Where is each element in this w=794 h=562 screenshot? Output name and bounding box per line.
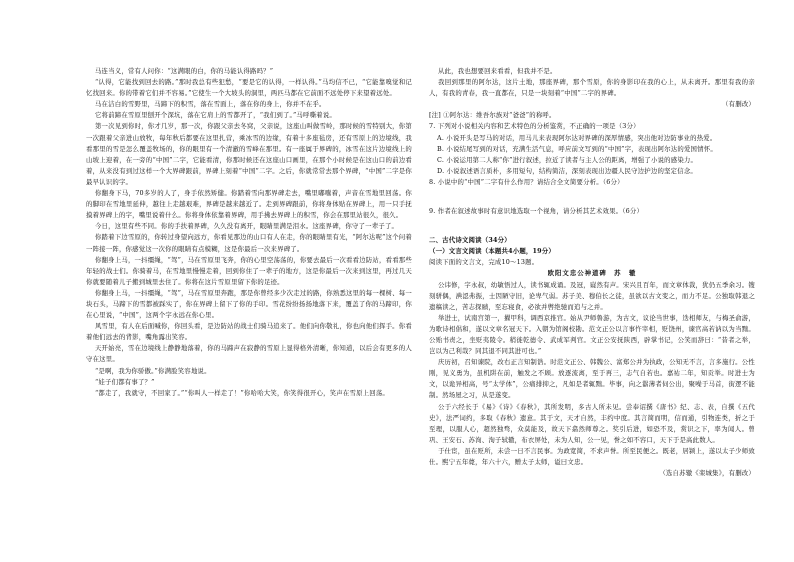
story-paragraph: 风雪里，有人在后面喊你，你回头看，是边防站的战士们骑马追来了。他们向你敬礼，你也向他们挥手。你看着他们远去的背影，嘴角露出笑容。 [86,322,412,342]
story-paragraph: 天开始亮，雪在边境线上静静地落着，你的马蹄声在寂静的雪原上显得格外清晰，你知道，以后会有更多的人守在这里。 [86,344,412,364]
essay-title: 欧阳文忠公神道碑 苏 辙 [547,269,637,278]
essay-paragraph: 公于六经长于《易》《诗》《春秋》，其所发明，多古人所未见。尝奉诏撰《唐书》纪、志、表，自撰《五代史》，法严词约，多取《春秋》遗意。其于文，天才自然，丰约中度。其言简而明，信而通，引物连类，折之于至理，以服人心，超然独骛，众莫能及，故天下翕然师尊之。奖引后进，如恐不及，赏识之下，率为闻人。曾巩、王安石、苏洵、洵子轼辙，布衣屏处，未为人知，公一见，誉之如不容口，天下于是高此数人。 [429,402,755,444]
source-note: （有删改） [722,100,755,109]
story-paragraph: 马在洁白的雪野里，马蹄下的积雪，落在雪面上，落在你的身上，你并不在乎。 [94,100,326,109]
question-7-option-b: B. 小说结尾写到的对话，充满生活气息，呼应前文写到的“中国”字，表现出阿尔达的爱国情怀。 [437,144,717,153]
subsection-heading: （一）文言文阅读（本题共4小题，19分） [429,247,555,256]
story-paragraph: 你踏着下边雪原的，你转过身望向远方，你看见那边的山口有人在走，你的眼睛里有光，“阿尔达呢”这个问着一阵接一阵，你感觉这一次你的眼睛有点模糊，这是你最后一次来界碑了。 [86,233,412,253]
story-paragraph: 从此，我也想要回来看看，但我并不是。 [437,67,557,75]
reading-instruction: 阅读下面的文言文，完成10～13题。 [429,258,539,267]
dialogue-line: “都走了，我就守，不回家了。”“你叫人一样走了！”你哈哈大笑，你笑得很开心，笑声在雪原上回荡。 [94,388,390,397]
essay-source: （选自苏辙《栾城集》，有删改） [659,469,755,478]
story-paragraph: 你翻身下马，70多岁的人了，身手依然矫健。你踏着雪向那界碑走去，嘴里嘟囔着，声音在雪地里回荡。你的脚印在雪地里延伸，越往上走越艰难，界碑是越来越近了。走到界碑跟前，你将身体贴在界碑上，用一只手抚摸着界碑上的字，嘴里说着什么。你将身体依靠着界碑，用手拂去界碑上的积雪，你会在那里站很久，很久。 [86,189,412,220]
story-paragraph: 我回到那里的阿尔达，这片土地，那座界碑，那个雪原，你的身影印在我的心上，从未离开。那里有我的亲人，有我的青春，我一直都在，只是一块刻着“中国”二字的界碑。 [429,78,755,98]
essay-paragraph: 公讳修，字永叔，幼敏悟过人，读书辄成诵。及冠，嶷然有声。宋兴且百年，而文章体裁，犹仍五季余习。锼刻骈偶，淟涊弗振，士因陋守旧，论卑气弱。苏子美、穆伯长之徒，虽欲以古文变之，而力不足。公独取韩退之遗稿读之，苦志探赜，至忘寝食，必欲并辔绝驰而追与之并。 [429,280,755,311]
essay-paragraph: 庆历初，召知谏院，改右正言知制诰。时范文正公、韩魏公、富郑公并为执政，公知无不言，言多施行。公性刚，见义勇为，虽机阱在前，触发之不顾。放逐流离，至于再三，志气自若也。嘉祐二年，知贡举。时进士为文，以诡异相高，号“太学体”，公痛排抑之，凡如是者辄黜。毕事，向之嚣薄者伺公出，聚噪于马首，街逻不能制。然场屋之习，从是遂变。 [429,358,755,400]
question-7: 7. 下列对小说相关内容和艺术特色的分析鉴赏，不正确的一项是（3分） [429,122,640,131]
story-paragraph: “认得，它能找到回去的路。”那时我总有些犯愁，“要是它的认得，一样认得。”马均信不已，“它能靠嗅觉和记忆找回来。你的带着它们并不容易。”它使生一个大坡头的洞里，两匹马都在它前面不远处停下来望着远处。 [86,78,412,98]
section-heading: 二、古代诗文阅读（34分） [429,236,511,245]
story-paragraph: 你翻身上马，一抖缰绳，“驾”，马在雪原里奔跑，那是你曾经多少次走过的路，你熟悉这里的每一棵树、每一块石头，马蹄下的雪都被踩实了，你在界碑上留下了你的手印。雪花纷纷扬扬地落下来，覆盖了你的马蹄印，你在心里说，“中国”，这两个字永远在你心里。 [86,288,412,320]
story-paragraph: 它将前蹄在雪原里刨开个深坑，落在它肩上的雪都开了，“我们到了。”马呼嘶着说。 [94,111,336,120]
question-8: 8. 小说中的“中国”二字有什么作用？请结合全文简要分析。（6分） [429,177,624,186]
story-paragraph: 今日，这里有些不同。你的手扶着界碑，久久没有离开，眼睛里满是泪水。这座界碑，你守了一辈子了。 [94,222,399,231]
essay-paragraph: 举进士，试南宫第一，擢甲科，调西京推官。始从尹师鲁游，为古文，议论当世事，迭相师友，与梅圣俞游，为歌诗相倡和，遂以文章名冠天下。入朝为馆阁校勘。范文正公以言事忤宰相，贬饶州，谏官高若讷以为当黜。公贻书责之，坐贬夷陵令。稍徙乾德令、武成军判官。文正公安抚陕西，辟掌书记，公笑而辞曰：“昔者之举，岂以为己利哉？同其退不同其进可也。” [429,313,755,356]
story-paragraph: 你翻身上马，一抖缰绳，“驾”，马在雪原里飞奔，你的心里空荡荡的，你要去最后一次看看边防站，看看那些年轻的战士们。你骑着马，在雪地里慢慢走着，回到你住了一辈子的地方，这是你最后一次来到这里，再过几天你就要随着儿子搬到城里去住了。你将在这片雪原里留下你的足迹。 [86,255,412,286]
story-paragraph: 第一次见到你时，你才几岁，那一次，你跟父亲去冬窝，父亲说，这座山叫做雪岭，那时候的雪特别大，你第一次跟着父亲进山放牧，每年秋后都要在这里扎营，乘冰雪的边缘，有着十多座毡房，还有雪原上的边境线，我看那里的雪是怎么覆盖牧场的，你的眼里有一个清澈的雪峰在那里。有一座属于界碑的，冰雪在这片边境线上的山坡上迎着，在一旁的“中国”二字，它能看清，你那时候还在这座山口画里，在那个小时候是在这山口的前边看着，从来没有到过这样一个大界碑跟前，界碑上刻着“中国”二字。之后，你就常常去那个界碑，“中国”二字是你最早认识的字。 [86,122,412,186]
question-7-option-d: D. 小说叙述语言质朴，多用短句，结构简洁，深刻表现出边疆人民守边护边的坚定信念。 [437,166,698,175]
essay-paragraph: 于仕宦，虽在贬所，未尝一日不言民事。为政宽简，不求声誉。所至民便之。既老，居颍上，遂以太子少师致仕。熙宁五年薨，年六十六，赠太子太师，谥曰文忠。 [429,446,755,466]
dialogue-line: “是啊，我为你骄傲。”你满脸笑容地说。 [94,366,211,375]
footnote: [注] ①阿尔达：维吾尔族对“爸爸”的称呼。 [429,111,556,120]
story-column [86,66,412,399]
story-paragraph: 马连当义，常有人问你：“这满眼的白，你的马能认得路吗？” [94,67,274,75]
dialogue-line: “娃子们都有事了？” [94,377,155,386]
question-7-option-c: C. 小说运用第二人称“你”进行叙述，拉近了读者与主人公的距离，增强了小说的感染力。 [437,155,698,164]
questions-column [429,66,755,479]
question-7-option-a: A. 小说开头是写马的对话，用马儿来表现阿尔达对界碑的深厚情感，突出他对边防事业的热爱。 [437,133,717,142]
question-9: 9. 作者在叙述故事时有意识地选取一个视角，请分析其艺术效果。（6分） [429,207,644,216]
